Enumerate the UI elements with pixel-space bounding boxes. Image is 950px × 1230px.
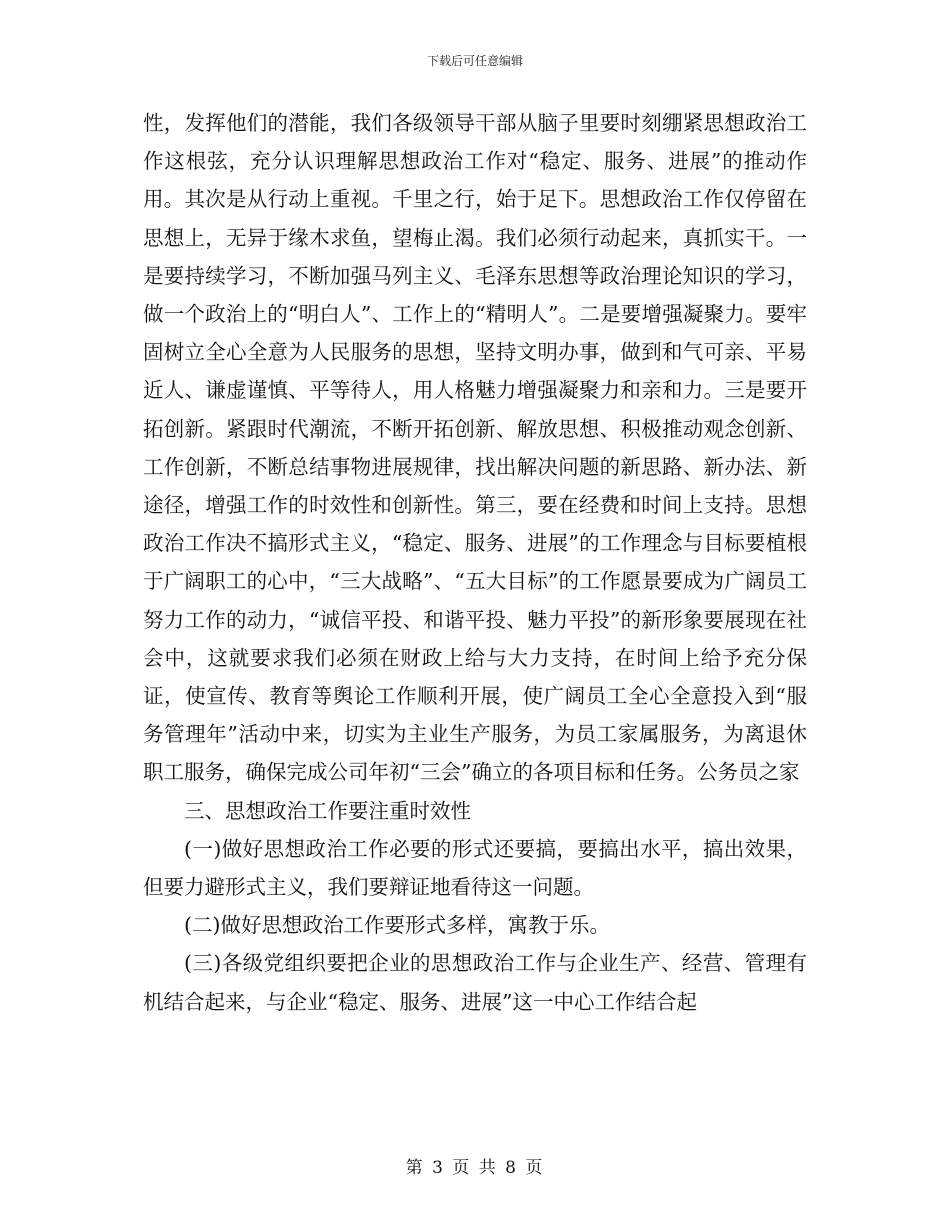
body-paragraph-2: (一)做好思想政治工作必要的形式还要搞，要搞出水平，搞出效果，但要力避形式主义，我们要辩证地看待这一问题。 [143,836,807,900]
page-number: 第 3 页 共 8 页 [405,1158,545,1178]
document-body [143,104,807,1021]
section-heading: 三、思想政治工作要注重时效性 [184,798,471,823]
body-paragraph-1: 性，发挥他们的潜能，我们各级领导干部从脑子里要时刻绷紧思想政治工作这根弦，充分认识理解思想政治工作对“稳定、服务、进展”的推动作用。其次是从行动上重视。千里之行，始于足下。思想政治工作仅停留在思想上，无异于缘木求鱼，望梅止渴。我们必须行动起来，真抓实干。一是要持续学习，不断加强马列主义、毛泽东思想等政治理论知识的学习，做一个政治上的“明白人”、工作上的“精明人”。二是要增强凝聚力。要牢固树立全心全意为人民服务的思想，坚持文明办事，做到和气可亲、平易近人、谦虚谨慎、平等待人，用人格魅力增强凝聚力和亲和力。三是要开拓创新。紧跟时代潮流，不断开拓创新、解放思想、积极推动观念创新、工作创新，不断总结事物进展规律，找出解决问题的新思路、新办法、新途径，增强工作的时效性和创新性。第三，要在经费和时间上支持。思想政治工作决不搞形式主义，“稳定、服务、进展”的工作理念与目标要植根于广阔职工的心中，“三大战略”、“五大目标”的工作愿景要成为广阔员工努力工作的动力，“诚信平投、和谐平投、魅力平投”的新形象要展现在社会中，这就要求我们必须在财政上给与大力支持，在时间上给予充分保证，使宣传、教育等舆论工作顺利开展，使广阔员工全心全意投入到“服务管理年”活动中来，切实为主业生产服务，为员工家属服务，为离退休职工服务，确保完成公司年初“三会”确立的各项目标和任务。公务员之家 [143,111,807,785]
body-paragraph-4: (三)各级党组织要把企业的思想政治工作与企业生产、经营、管理有机结合起来，与企业“稳定、服务、进展”这一中心工作结合起 [143,951,807,1014]
page-header: 下载后可任意编辑 [426,54,523,68]
body-paragraph-3: (二)做好思想政治工作要形式多样，寓教于乐。 [184,913,610,938]
